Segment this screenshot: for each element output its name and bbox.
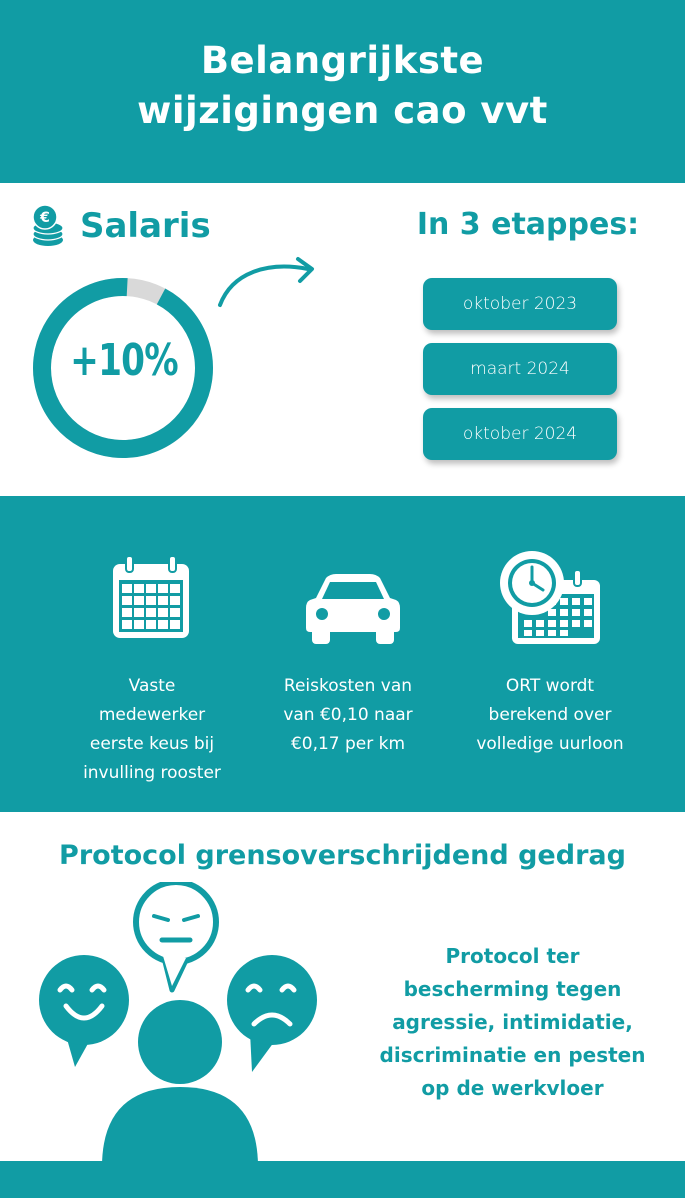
- salary-section: [0, 183, 685, 496]
- feature-line: volledige uurloon: [476, 734, 624, 754]
- feature-line: invulling rooster: [83, 763, 221, 783]
- neutral-face-icon: [136, 882, 216, 990]
- feature-line: €0,17 per km: [290, 734, 406, 754]
- stage-pill-1: oktober 2023: [423, 278, 617, 330]
- clock-calendar-icon: [498, 550, 602, 646]
- title-line-2: wijzigingen cao vvt: [137, 89, 548, 132]
- calendar-icon: [110, 554, 192, 642]
- salary-label: Salaris: [80, 206, 211, 246]
- protocol-line: Protocol ter: [445, 944, 580, 968]
- stages-title: In 3 etappes:: [416, 207, 640, 242]
- feature-text-rooster: [57, 672, 247, 788]
- feature-text-ort: [455, 672, 645, 759]
- feature-line: eerste keus bij: [89, 734, 215, 754]
- header-banner: [0, 0, 685, 183]
- sad-face-icon: [227, 955, 317, 1072]
- title-line-1: Belangrijkste: [200, 39, 485, 82]
- feature-line: ORT wordt: [505, 676, 595, 696]
- page-title: [0, 36, 685, 136]
- arrow-right-icon: [212, 253, 322, 313]
- protocol-description: [360, 940, 665, 1105]
- protocol-line: op de werkvloer: [421, 1076, 604, 1100]
- smiling-face-icon: [39, 955, 129, 1067]
- emotion-faces-illustration: [30, 882, 330, 1167]
- person-icon: [102, 1000, 258, 1167]
- feature-line: medewerker: [98, 705, 206, 725]
- protocol-line: agressie, intimidatie,: [392, 1010, 633, 1034]
- feature-text-reiskosten: [253, 672, 443, 759]
- feature-line: Vaste: [128, 676, 176, 696]
- feature-line: van €0,10 naar: [283, 705, 413, 725]
- protocol-line: bescherming tegen: [403, 977, 622, 1001]
- features-band: [0, 496, 685, 812]
- car-icon: [306, 572, 400, 644]
- svg-text:€: €: [40, 210, 50, 226]
- footer-bar: [0, 1161, 685, 1198]
- protocol-section: [0, 812, 685, 1162]
- stage-pill-2: maart 2024: [423, 343, 617, 395]
- euro-coins-icon: [28, 203, 68, 247]
- salary-increase-percent: +10%: [70, 335, 178, 386]
- feature-line: Reiskosten van: [283, 676, 413, 696]
- feature-line: berekend over: [488, 705, 612, 725]
- stage-pill-3: oktober 2024: [423, 408, 617, 460]
- protocol-title: Protocol grensoverschrijdend gedrag: [59, 840, 626, 871]
- protocol-line: discriminatie en pesten: [379, 1043, 646, 1067]
